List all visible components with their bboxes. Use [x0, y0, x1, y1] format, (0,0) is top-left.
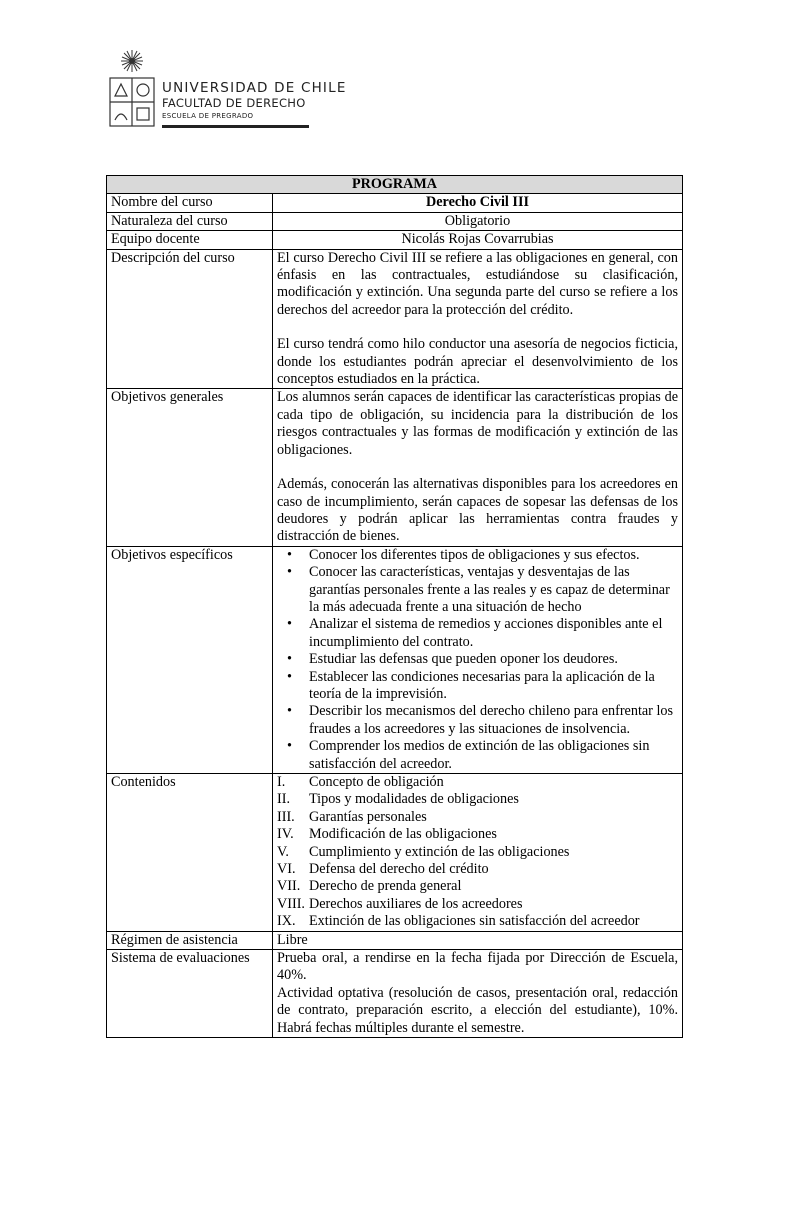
general-objectives-paragraph: Los alumnos serán capaces de identificar las características propias de cada tipo de obligación, su incidencia para la distribución de los riesgos contractuales y las formas de modificación y extinción de las obligaciones.	[277, 389, 678, 458]
list-item-text: Concepto de obligación	[309, 774, 444, 790]
contents-label: Contenidos	[107, 774, 273, 932]
list-item-number: IX.	[277, 913, 296, 930]
list-item-number: II.	[277, 791, 290, 808]
description-paragraph: El curso tendrá como hilo conductor una asesoría de negocios ficticia, donde los estudiantes podrán apreciar el desenvolvimiento de los conceptos estudiados en la práctica.	[277, 336, 678, 388]
description-value	[273, 249, 683, 389]
evaluation-paragraph: Prueba oral, a rendirse en la fecha fijada por Dirección de Escuela, 40%.	[277, 950, 678, 984]
attendance-value: Libre	[273, 931, 683, 949]
evaluation-label: Sistema de evaluaciones	[107, 950, 273, 1038]
description-paragraph: El curso Derecho Civil III se refiere a las obligaciones en general, con énfasis en las contractuales, estudiándose su clasificación, modificación y extinción. Una segunda parte del curso se refiere a los derechos del acreedor para la protección del crédito.	[277, 249, 678, 318]
university-name: UNIVERSIDAD DE CHILE	[162, 80, 347, 96]
table-row	[107, 931, 683, 949]
table-row	[107, 546, 683, 773]
list-item: • Comprender los medios de extinción de las obligaciones sin satisfacción del acreedor.	[309, 738, 678, 773]
list-item: • Analizar el sistema de remedios y acciones disponibles ante el incumplimiento del contrato.	[309, 616, 678, 651]
list-item-text: Derechos auxiliares de los acreedores	[309, 895, 523, 912]
course-nature-value: Obligatorio	[273, 212, 683, 230]
contents-value	[273, 774, 683, 932]
list-item-text: Extinción de las obligaciones sin satisfacción del acreedor	[309, 913, 640, 930]
list-item-text: Derecho de prenda general	[309, 878, 462, 895]
header-divider	[162, 125, 309, 128]
evaluation-value	[273, 950, 683, 1038]
list-item-number: V.	[277, 843, 289, 860]
general-objectives-value	[273, 389, 683, 546]
general-objectives-paragraph: Además, conocerán las alternativas disponibles para los acreedores en caso de incumplimiento, serán capaces de sopesar las defensas de los deudores y podrán aplicar las herramientas contra fraudes y distracción de bienes.	[277, 476, 678, 545]
specific-objectives-list	[277, 547, 678, 773]
school-name: ESCUELA DE PREGRADO	[162, 112, 254, 120]
list-item-text: Defensa del derecho del crédito	[309, 861, 489, 878]
list-item	[277, 826, 678, 843]
faculty-name: FACULTAD DE DERECHO	[162, 96, 306, 110]
list-item-text: Tipos y modalidades de obligaciones	[309, 791, 519, 808]
list-item	[277, 896, 678, 913]
table-title-row	[107, 176, 683, 194]
list-item	[277, 861, 678, 878]
specific-objectives-value	[273, 546, 683, 773]
university-seal-icon	[107, 48, 157, 130]
table-row	[107, 249, 683, 389]
table-title: PROGRAMA	[107, 176, 683, 194]
list-item	[277, 809, 678, 826]
contents-list	[277, 774, 678, 931]
list-item-text: Modificación de las obligaciones	[309, 826, 497, 843]
list-item: • Establecer las condiciones necesarias para la aplicación de la teoría de la imprevisión.	[309, 669, 678, 704]
attendance-label: Régimen de asistencia	[107, 931, 273, 949]
table-row	[107, 389, 683, 546]
list-item	[277, 878, 678, 895]
teaching-team-label: Equipo docente	[107, 231, 273, 249]
general-objectives-label: Objetivos generales	[107, 389, 273, 546]
list-item-number: VIII.	[277, 895, 305, 912]
list-item	[277, 791, 678, 808]
course-nature-label: Naturaleza del curso	[107, 212, 273, 230]
list-item	[277, 844, 678, 861]
list-item: • Conocer los diferentes tipos de obligaciones y sus efectos.	[309, 547, 678, 564]
list-item: • Conocer las características, ventajas y desventajas de las garantías personales frente a las reales y es capaz de determinar la más adecuada frente a una situación de hecho	[309, 564, 678, 616]
teaching-team-value: Nicolás Rojas Covarrubias	[273, 231, 683, 249]
list-item	[277, 913, 678, 930]
list-item-number: III.	[277, 808, 295, 825]
specific-objectives-label: Objetivos específicos	[107, 546, 273, 773]
list-item-number: IV.	[277, 826, 294, 843]
list-item-text: Garantías personales	[309, 808, 427, 825]
list-item-number: VI.	[277, 861, 296, 878]
list-item: • Describir los mecanismos del derecho chileno para enfrentar los fraudes a los acreedores y las situaciones de insolvencia.	[309, 703, 678, 738]
table-row	[107, 950, 683, 1038]
list-item-number: VII.	[277, 878, 301, 895]
page-header	[107, 48, 347, 132]
program-table	[106, 175, 683, 1038]
table-row	[107, 194, 683, 212]
table-row	[107, 231, 683, 249]
course-name-value: Derecho Civil III	[273, 194, 683, 212]
list-item-number: I.	[277, 774, 286, 790]
list-item: • Estudiar las defensas que pueden oponer los deudores.	[309, 651, 678, 668]
list-item	[277, 774, 678, 791]
table-row	[107, 774, 683, 932]
table-row	[107, 212, 683, 230]
evaluation-paragraph: Actividad optativa (resolución de casos, presentación oral, redacción de contrato, preparación escrito, a elección del estudiante), 10%. Habrá fechas múltiples durante el semestre.	[277, 984, 678, 1036]
description-label: Descripción del curso	[107, 249, 273, 389]
list-item-text: Cumplimiento y extinción de las obligaciones	[309, 843, 570, 860]
course-name-label: Nombre del curso	[107, 194, 273, 212]
